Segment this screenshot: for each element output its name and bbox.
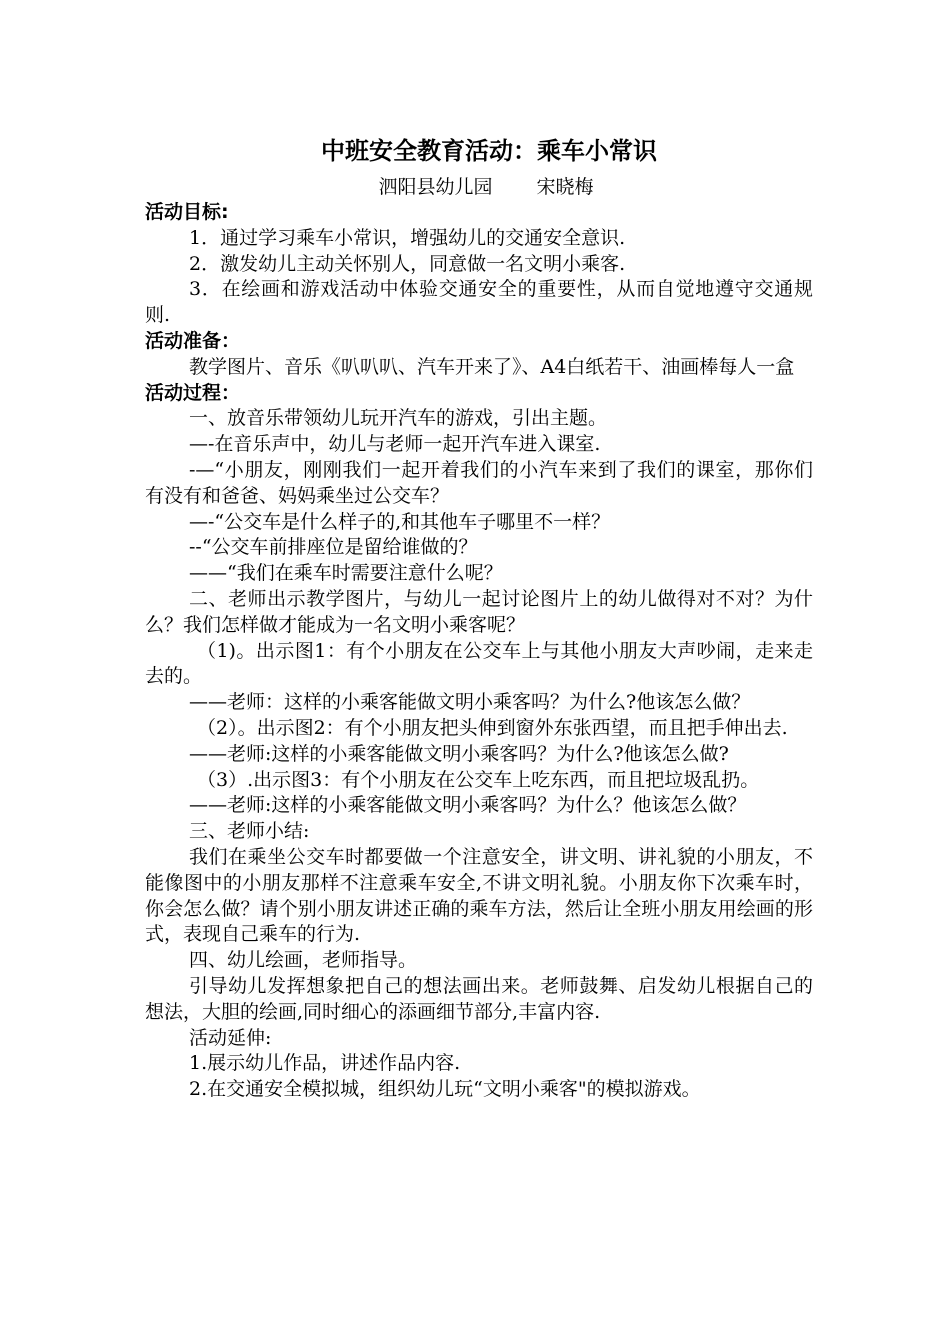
process-paragraph: -—“小朋友，刚刚我们一起开着我们的小汽车来到了我们的课室，那你们有没有和爸爸、妈妈乘坐过公交车？: [145, 458, 813, 507]
goal-item-1: 1．通过学习乘车小常识，增强幼儿的交通安全意识.: [189, 226, 626, 249]
byline: [145, 174, 813, 200]
process-paragraph: ——老师：这样的小乘客能做文明小乘客吗？为什么?他该怎么做？: [189, 691, 751, 714]
process-paragraph: —-在音乐声中，幼儿与老师一起开汽车进入课室.: [189, 433, 601, 456]
goals-heading: 活动目标:: [145, 201, 229, 223]
process-paragraph: 1.展示幼儿作品，讲述作品内容.: [189, 1052, 461, 1075]
process-paragraph: 四、幼儿绘画，老师指导。: [189, 949, 418, 972]
process-paragraph: （1)。出示图1：有个小朋友在公交车上与其他小朋友大声吵闹，走来走去的。: [145, 639, 813, 688]
process-paragraph: ——老师:这样的小乘客能做文明小乘客吗？为什么?他该怎么做?: [189, 742, 729, 765]
process-paragraph: 活动延伸:: [189, 1026, 272, 1049]
school-name: 泗阳县幼儿园: [378, 176, 493, 198]
goal-item-3: 3．在绘画和游戏活动中体验交通安全的重要性，从而自觉地遵守交通规则.: [145, 278, 813, 327]
process-paragraph: ——“我们在乘车时需要注意什么呢？: [189, 562, 503, 585]
process-paragraph: 2.在交通安全模拟城，组织幼儿玩“文明小乘客"的模拟游戏。: [189, 1078, 701, 1101]
process-paragraph: 引导幼儿发挥想象把自己的想法画出来。老师鼓舞、启发幼儿根据自己的想法，大胆的绘画,同时细心的添画细节部分,丰富内容.: [145, 974, 813, 1023]
author-name: 宋晓梅: [536, 176, 594, 198]
process-paragraph: 二、老师出示教学图片，与幼儿一起讨论图片上的幼儿做得对不对？为什么？我们怎样做才能成为一名文明小乘客呢？: [145, 587, 813, 636]
process-paragraph: --“公交车前排座位是留给谁做的？: [189, 536, 478, 559]
process-paragraph: —-“公交车是什么样子的,和其他车子哪里不一样？: [189, 510, 611, 533]
process-paragraph: （2）。出示图2：有个小朋友把头伸到窗外东张西望，而且把手伸出去.: [197, 716, 788, 739]
process-paragraph: 一、放音乐带领幼儿玩开汽车的游戏，引出主题。: [189, 407, 608, 430]
process-paragraph: （3）.出示图3：有个小朋友在公交车上吃东西，而且把垃圾乱扔。: [197, 768, 760, 791]
process-paragraph: ——老师:这样的小乘客能做文明小乘客吗？为什么？他该怎么做？: [189, 794, 747, 817]
process-paragraph: 三、老师小结:: [189, 820, 310, 843]
document-page: [145, 136, 813, 1103]
process-heading: 活动过程：: [145, 381, 241, 404]
goal-item-2: 2．激发幼儿主动关怀别人，同意做一名文明小乘客.: [189, 252, 626, 275]
preparation-text: 教学图片、音乐《叭叭叭、汽车开来了》、A4白纸若干、油画棒每人一盒: [189, 355, 795, 378]
preparation-heading: 活动准备：: [145, 329, 241, 352]
document-title: 中班安全教育活动：乘车小常识: [321, 137, 657, 165]
process-paragraph: 我们在乘坐公交车时都要做一个注意安全，讲文明、讲礼貌的小朋友，不能像图中的小朋友那样不注意乘车安全,不讲文明礼貌。小朋友你下次乘车时，你会怎么做？请个别小朋友讲述正确的乘车方法，然后让全班小朋友用绘画的形式，表现自己乘车的行为.: [145, 845, 813, 946]
